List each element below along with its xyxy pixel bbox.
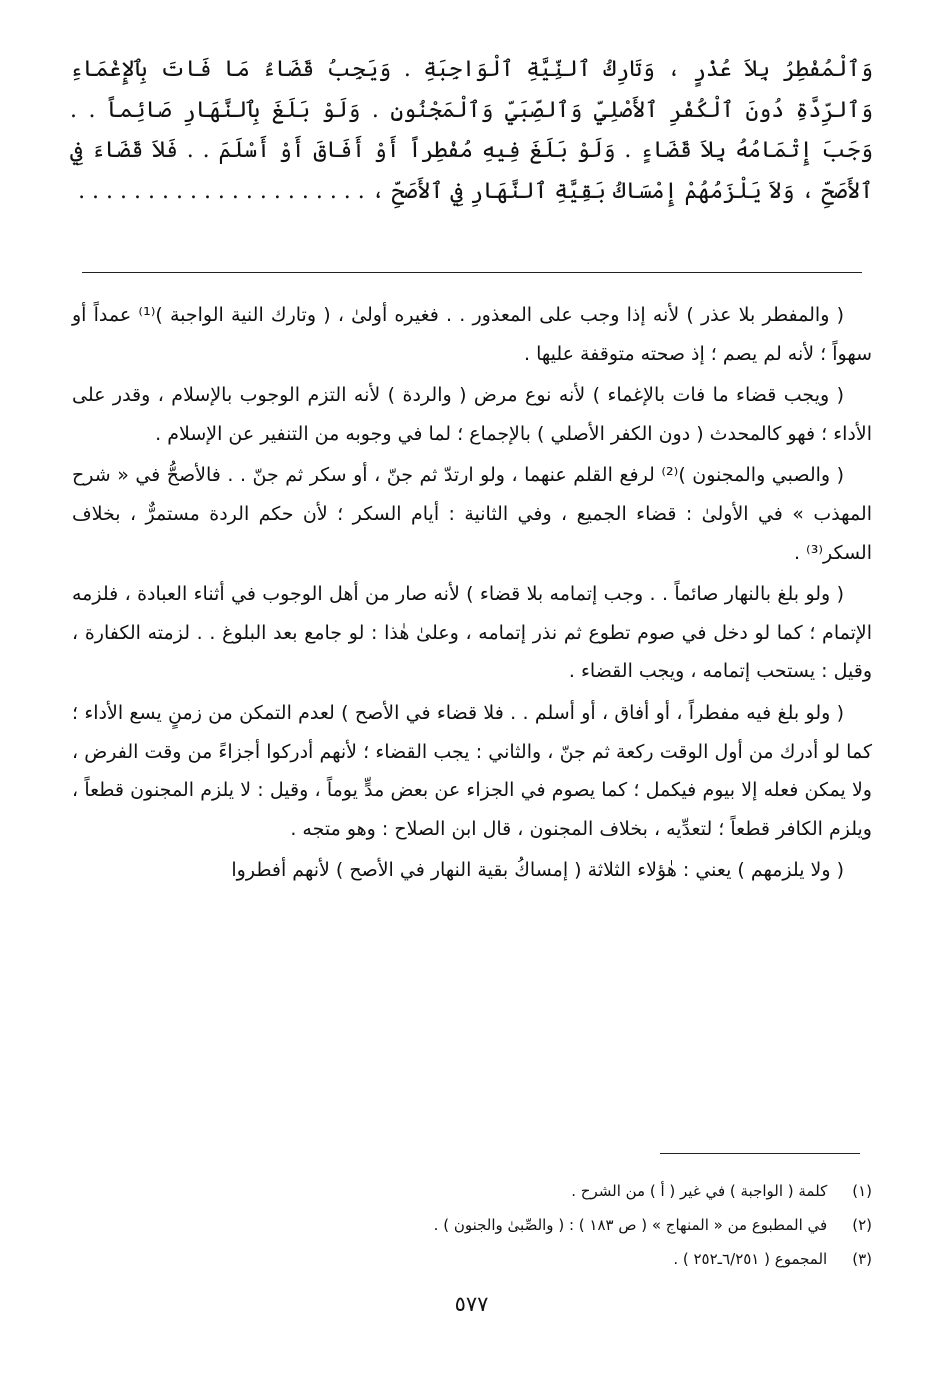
sharh-paragraph-6: ( ولا يلزمهم ) يعني : هٰؤلاء الثلاثة ( إمساكُ بقية النهار في الأصح ) لأنهم أفطروا — [231, 859, 844, 882]
matn-text — [70, 50, 873, 212]
footnote-number: (١) — [852, 1182, 872, 1200]
page-number: ٥٧٧ — [454, 1292, 489, 1316]
footnote-3 — [120, 1242, 872, 1276]
sharh-paragraph-4: ( ولو بلغ بالنهار صائماً . . وجب إتمامه بلا قضاء ) لأنه صار من أهل الوجوب في أثناء العبادة ، فلزمه الإتمام ؛ كما لو دخل في صوم تطوع ثم نذر إتمامه ، وعلىٰ هٰذا : لو جامع بعد البلوغ . . لزمته الكفارة ، وقيل : يستحب إتمامه ، ويجب القضاء . — [72, 583, 872, 683]
sharh-paragraph-1: ( والمفطر بلا عذر ) لأنه إذا وجب على المعذور . . فغيره أولىٰ ، ( وتارك النية الواجبة )⁽¹⁾ عمداً أو سهواً ؛ لأنه لم يصم ؛ إذ صحته متوقفة عليها . — [72, 304, 872, 365]
footnote-text: في المطبوع من « المنهاج » ( ص ١٨٣ ) : ( والصِّبىٰ والجنون ) . — [433, 1216, 828, 1234]
footnote-number: (٣) — [852, 1250, 872, 1268]
matn-separator-rule — [82, 272, 862, 273]
sharh-commentary — [72, 296, 872, 893]
footnote-2 — [120, 1208, 872, 1242]
sharh-paragraph-3: ( والصبي والمجنون )⁽²⁾ لرفع القلم عنهما ، ولو ارتدّ ثم جنّ ، أو سكر ثم جنّ . . فالأصحُّ في « شرح المهذب » في الأولىٰ : قضاء الجميع ، وفي الثانية : أيام السكر ؛ لأن حكم الردة مستمرٌّ ، بخلاف السكر⁽³⁾ . — [72, 464, 872, 564]
sharh-paragraph-2: ( ويجب قضاء ما فات بالإغماء ) لأنه نوع مرض ( والردة ) لأنه التزم الوجوب بالإسلام ، وقدر على الأداء ؛ فهو كالمحدث ( دون الكفر الأصلي ) بالإجماع ؛ لما في وجوبه من التنفير عن الإسلام . — [72, 384, 872, 445]
footnote-text: كلمة ( الواجبة ) في غير ( أ ) من الشرح . — [571, 1182, 828, 1200]
footnote-separator-rule — [660, 1153, 860, 1154]
matn-paragraph: وَٱلْمُفْطِرُ بِلاَ عُذْرٍ ، وَتَارِكُ ٱلنِّيَّةِ ٱلْوَاجِبَةِ . وَيَجِبُ قَضَاءُ مَا فَاتَ بِٱلإِغْمَاءِ وَٱلرِّدَّةِ دُونَ ٱلْكُفْرِ ٱلأَصْلِيِّ وَٱلصِّبَيِّ وَٱلْمَجْنُونِ . وَلَوْ بَلَغَ بِٱلنَّهَارِ صَائِماً . . وَجَبَ إِتْمَامُهُ بِلاَ قَضَاءٍ . وَلَوْ بَلَغَ فِيهِ مُفْطِراً أَوْ أَفَاقَ أَوْ أَسْلَمَ . . فَلاَ قَضَاءَ فِي ٱلأَصَحِّ ، وَلاَ يَلْزَمُهُمْ إِمْسَاكُ بَقِيَّةِ ٱلنَّهَارِ فِي ٱلأَصَحِّ ، . . . . . . . . . . . . . . . . . . . . . — [70, 57, 873, 204]
sharh-paragraph-5: ( ولو بلغ فيه مفطراً ، أو أفاق ، أو أسلم . . فلا قضاء في الأصح ) لعدم التمكن من زمنٍ يسع الأداء ؛ كما لو أدرك من أول الوقت ركعة ثم جنّ ، والثاني : يجب القضاء ؛ لأنهم أدركوا أجزاءً من وقت الفرض ، ولا يمكن فعله إلا بيوم فيكمل ؛ كما يصوم في الجزاء عن بعض مدٍّ يوماً ، وقيل : لا يلزم المجنون قطعاً ، ويلزم الكافر قطعاً ؛ لتعدِّيه ، بخلاف المجنون ، قال ابن الصلاح : وهو متجه . — [72, 701, 872, 840]
footnote-text: المجموع ( ٦/٢٥١ـ٢٥٢ ) . — [673, 1250, 828, 1268]
footnote-number: (٢) — [852, 1216, 872, 1234]
footnote-1 — [120, 1174, 872, 1208]
footnotes — [120, 1174, 872, 1276]
